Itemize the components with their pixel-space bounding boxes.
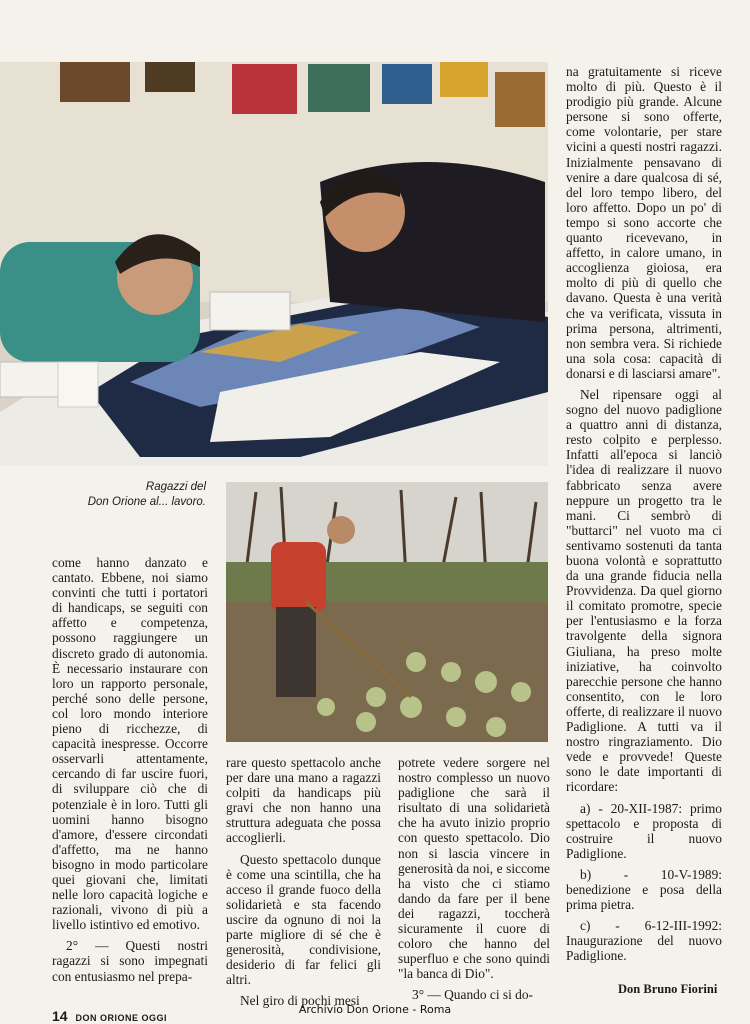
date-item: b) - 10-V-1989: benedizione e posa della prima pietra. [566,866,722,913]
photo-mosaic-work [0,62,548,466]
paragraph: 2° — Questi nostri ragazzi si sono impegnati con entusiasmo nel prepa- [52,938,208,984]
paragraph: Nel ripensare oggi al sogno del nuovo padiglione a quattro anni di distanza, resto colpito e perplesso. Infatti all'epoca si lanciò l'idea di realizzare il nuovo fabbricato senza avere neppure un progetto tra le mani. Ci sembrò di "buttarci" nel vuoto ma ci sentivamo sostenuti da tanta buona volontà e soprattutto da una grande fiducia nella Provvidenza. Da quel giorno il comitato promotre, specie per l'entusiasmo e la forza travolgente della signora Giuliana, ha preso molte iniziative, ha coinvolto parecchie persone che hanno consentito, con le loro offerte, di realizzare il nuovo Padiglione. A tutti va il nostro ringraziamento. Dio vede e provvede! Queste sono le date importanti di ricordare: [566,386,722,795]
paragraph: Nel giro di pochi mesi [240,993,360,1009]
date-item: a) - 20-XII-1987: primo spettacolo e proposta di costruire il nuovo Padiglione. [566,800,722,861]
caption-line-2: Don Orione al... lavoro. [87,496,206,508]
article-column-1 [52,555,208,990]
archive-watermark: Archivio Don Orione - Roma [298,1003,452,1016]
paragraph: Questo spettacolo dunque è come una scintilla, che ha acceso il grande fuoco della solidarietà e sta facendo uscire da ognuno di noi la parte migliore di sé che è generosità, condivisione, desiderio di far felici gli altri. [226,851,381,988]
article-column-2 [226,755,381,1015]
paragraph: rare questo spettacolo anche per dare una mano a ragazzi colpiti da handicaps più gravi che non hanno una struttura adeguata che possa accoglierli. [226,755,381,846]
article-column-4 [566,64,722,969]
paragraph: potrete vedere sorgere nel nostro complesso un nuovo padiglione che sarà il risultato di una solidarietà che ha avuto inizio proprio con questo spettacolo. Dio non si lascia vincere in generosità da noi, e siccome ha visto che ci stiamo dando da fare per il bene dei ragazzi, toccherà sicuramente il cuore di coloro che hanno del superfluo e che sono quindi "la banca di Dio". [398,755,550,982]
photo-gardening [226,482,548,742]
page-number: 14 [52,1008,68,1024]
article-column-3 [398,755,550,1009]
paragraph: come hanno danzato e cantato. Ebbene, noi siamo convinti che tutti i portatori di handicaps, se seguiti con affetto e competenza, possono raggiungere un discreto grado di autonomia. È necessario instaurare con loro un rapporto personale, perché sono delle persone, col loro mondo interiore pieno di ricchezze, di capacità inespresse. Occorre osservarli attentamente, cercando di far uscire fuori, di sviluppare ciò che di potenziale è in loro. Tutti gli uomini hanno bisogno d'amore, d'essere circondati d'affetto, ma ne hanno bisogno in modo particolare quei giovani che, limitati nelle loro capacità logiche e razionali, vivono di più a livello istintivo ed emotivo. [52,555,208,933]
paragraph: na gratuitamente si riceve molto di più. Questo è il prodigio più grande. Alcune persone si sono offerte, come volontarie, per stare vicini a questi nostri ragazzi. Inizialmente pensavano di venire a dare qualcosa di sé, del loro tempo libero, del loro affetto. Dopo un po' di tempo si sono accorte che quanto ricevevano, in affetto, in calore umano, in accoglienza gioiosa, era molto di più di quello che davano. Questa è una verità che va verificata, vissuta in prima persona, altrimenti, non sembra vera. Si richiede una sola cosa: capacità di donarsi e di lasciarsi amare". [566,64,722,381]
paragraph: 3° — Quando ci si do- [412,987,534,1003]
photo-caption [40,480,206,510]
magazine-name: DON ORIONE OGGI [75,1013,167,1023]
author-signature: Don Bruno Fiorini [618,982,718,996]
date-item: c) - 6-12-III-1992: Inaugurazione del nuovo Padiglione. [566,918,722,964]
caption-line-1: Ragazzi del [145,481,206,493]
